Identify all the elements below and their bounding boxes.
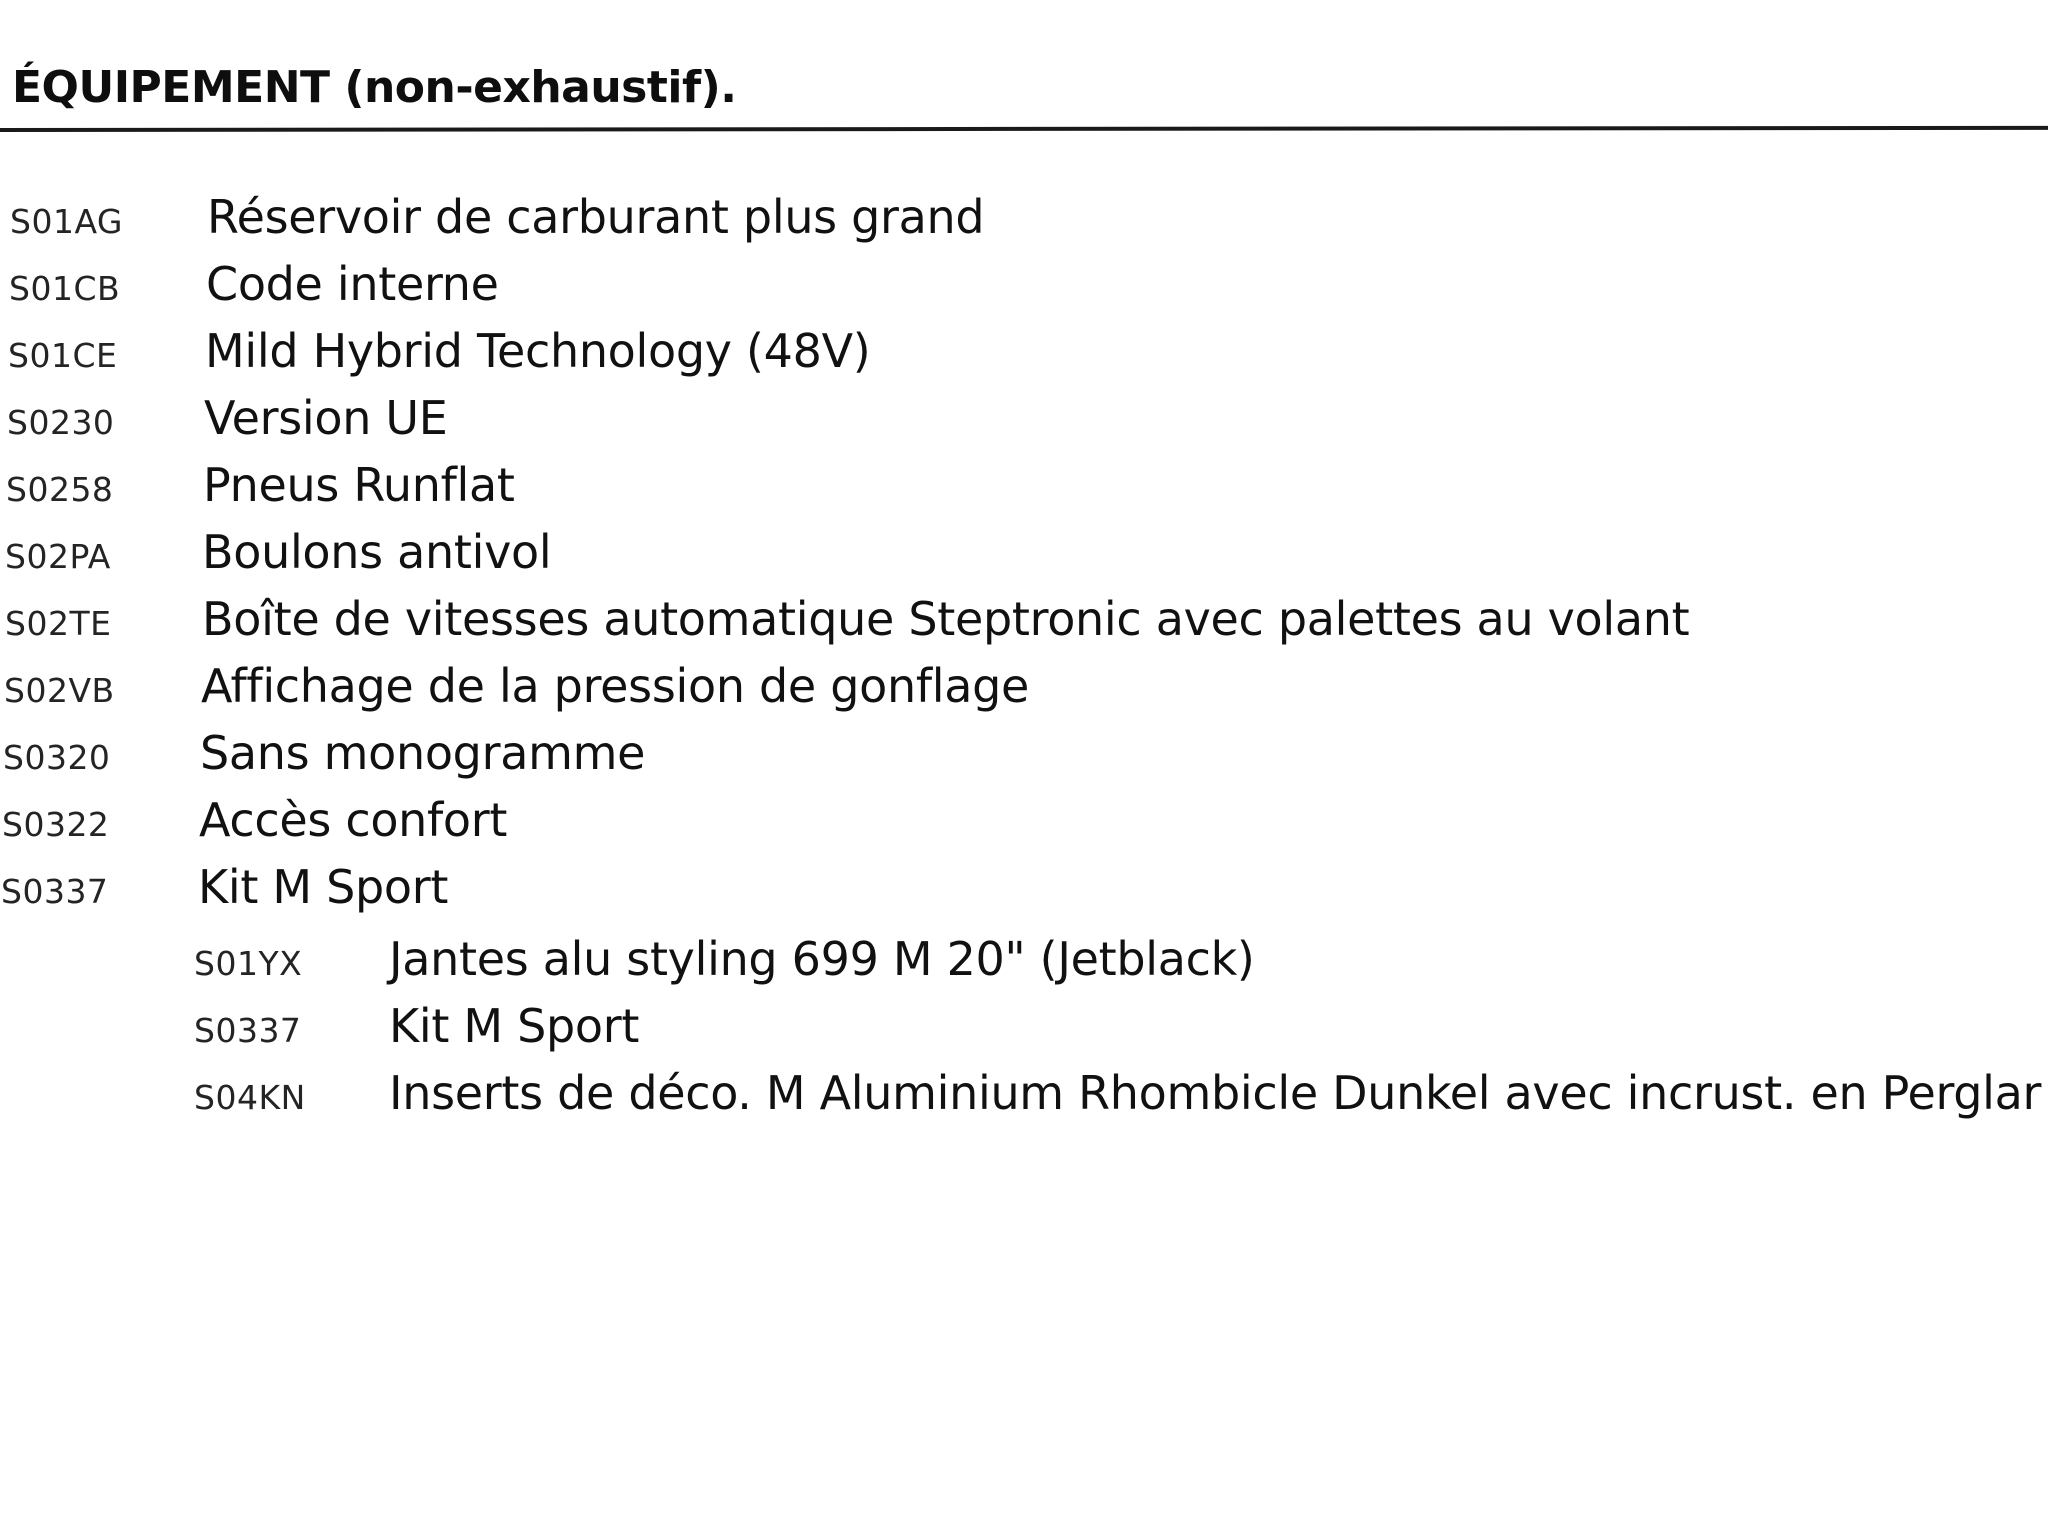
option-code: S0230 [7,403,115,442]
sub-list-item [194,932,1255,996]
section-heading: ÉQUIPEMENT (non-exhaustif). [12,62,737,113]
list-item [8,324,870,388]
option-code: S02TE [5,604,112,643]
option-label: Code interne [206,257,499,311]
option-label: Kit M Sport [198,860,449,914]
option-code: S01AG [10,202,124,241]
option-code: S01CE [8,336,118,375]
option-label: Version UE [204,391,448,445]
option-code: S0258 [6,470,114,509]
option-code: S0322 [2,805,110,844]
list-item [7,391,448,455]
option-code: S0337 [194,1011,302,1050]
option-label: Affichage de la pression de gonflage [201,659,1029,713]
option-code: S0320 [3,738,111,777]
option-label: Boulons antivol [202,525,552,579]
list-item [4,659,1029,723]
list-item [1,860,448,924]
list-item [2,793,507,857]
option-label: Boîte de vitesses automatique Steptronic avec palettes au volant [202,592,1690,646]
option-label: Kit M Sport [389,999,640,1053]
option-label: Jantes alu styling 699 M 20" (Jetblack) [389,932,1255,986]
sub-list-item [194,999,639,1063]
list-item [6,458,515,522]
option-label: Sans monogramme [200,726,646,780]
option-code: S0337 [1,872,109,911]
list-item [10,190,984,254]
option-code: S02VB [4,671,115,710]
list-item [5,525,551,589]
option-label: Inserts de déco. M Aluminium Rhombicle Dunkel avec incrust. en Perglar [389,1066,2042,1120]
option-label: Réservoir de carburant plus grand [207,190,985,244]
option-code: S01YX [194,944,303,983]
list-item [9,257,499,321]
option-code: S02PA [5,537,111,576]
list-item [5,592,1689,656]
option-code: S01CB [9,269,121,308]
option-label: Pneus Runflat [203,458,515,512]
list-item [3,726,645,790]
sub-list-item [194,1066,2041,1130]
heading-divider [0,126,2048,132]
option-label: Accès confort [199,793,508,847]
option-code: S04KN [194,1078,306,1117]
option-label: Mild Hybrid Technology (48V) [205,324,871,378]
